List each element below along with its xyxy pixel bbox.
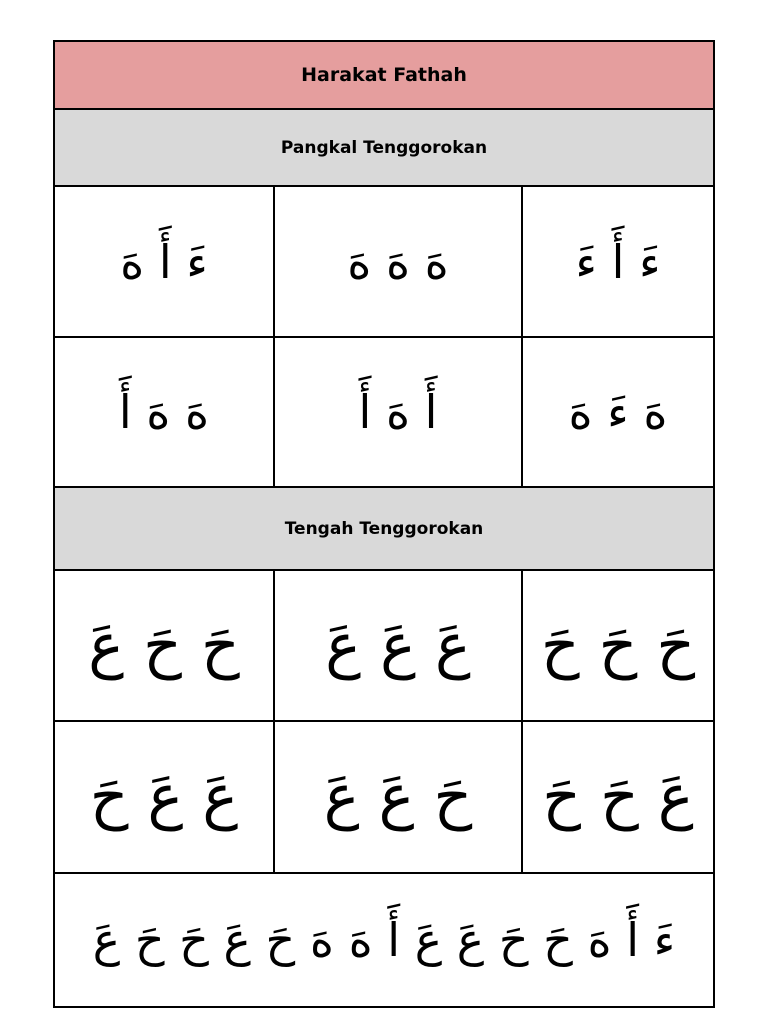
letter-cell <box>523 338 713 486</box>
section-heading-tengah: Tengah Tenggorokan <box>55 488 713 571</box>
arabic-letters: ءَ أَ ءَ <box>575 234 661 289</box>
letter-cell <box>275 187 523 336</box>
arabic-letters: حَ عَ عَ <box>323 762 473 832</box>
letter-cell <box>523 187 713 336</box>
letter-cell <box>275 571 523 720</box>
letter-cell <box>275 338 523 486</box>
arabic-letters: هَ هَ هَ <box>347 234 449 289</box>
arabic-letters: هَ هَ أَ <box>118 385 210 439</box>
arabic-letters: هَ ءَ هَ <box>568 385 668 439</box>
arabic-letters: حَ حَ عَ <box>88 610 240 681</box>
worksheet <box>53 40 715 1008</box>
letter-cell <box>55 571 275 720</box>
arabic-letters: أَ هَ أَ <box>358 385 438 439</box>
arabic-letters: ءَ أَ هَ <box>120 234 208 289</box>
letter-cell <box>523 571 713 720</box>
worksheet-title: Harakat Fathah <box>55 42 713 110</box>
arabic-practice-line: ءَ أَ هَ حَ حَ عَ عَ أَ هَ هَ حَ عَ حَ حَ عَ <box>92 913 676 967</box>
grid-row <box>55 338 713 488</box>
arabic-letters: عَ عَ حَ <box>89 762 239 832</box>
practice-line <box>55 874 713 1006</box>
arabic-letters: عَ عَ عَ <box>325 610 471 681</box>
grid-row <box>55 722 713 874</box>
letter-cell <box>523 722 713 872</box>
letter-cell <box>55 187 275 336</box>
section-heading-pangkal: Pangkal Tenggorokan <box>55 110 713 187</box>
arabic-letters: عَ حَ حَ <box>542 762 694 832</box>
letter-cell <box>55 338 275 486</box>
arabic-letters: حَ حَ حَ <box>540 610 696 681</box>
letter-cell <box>275 722 523 872</box>
grid-row <box>55 187 713 338</box>
grid-row <box>55 571 713 722</box>
letter-cell <box>55 722 275 872</box>
